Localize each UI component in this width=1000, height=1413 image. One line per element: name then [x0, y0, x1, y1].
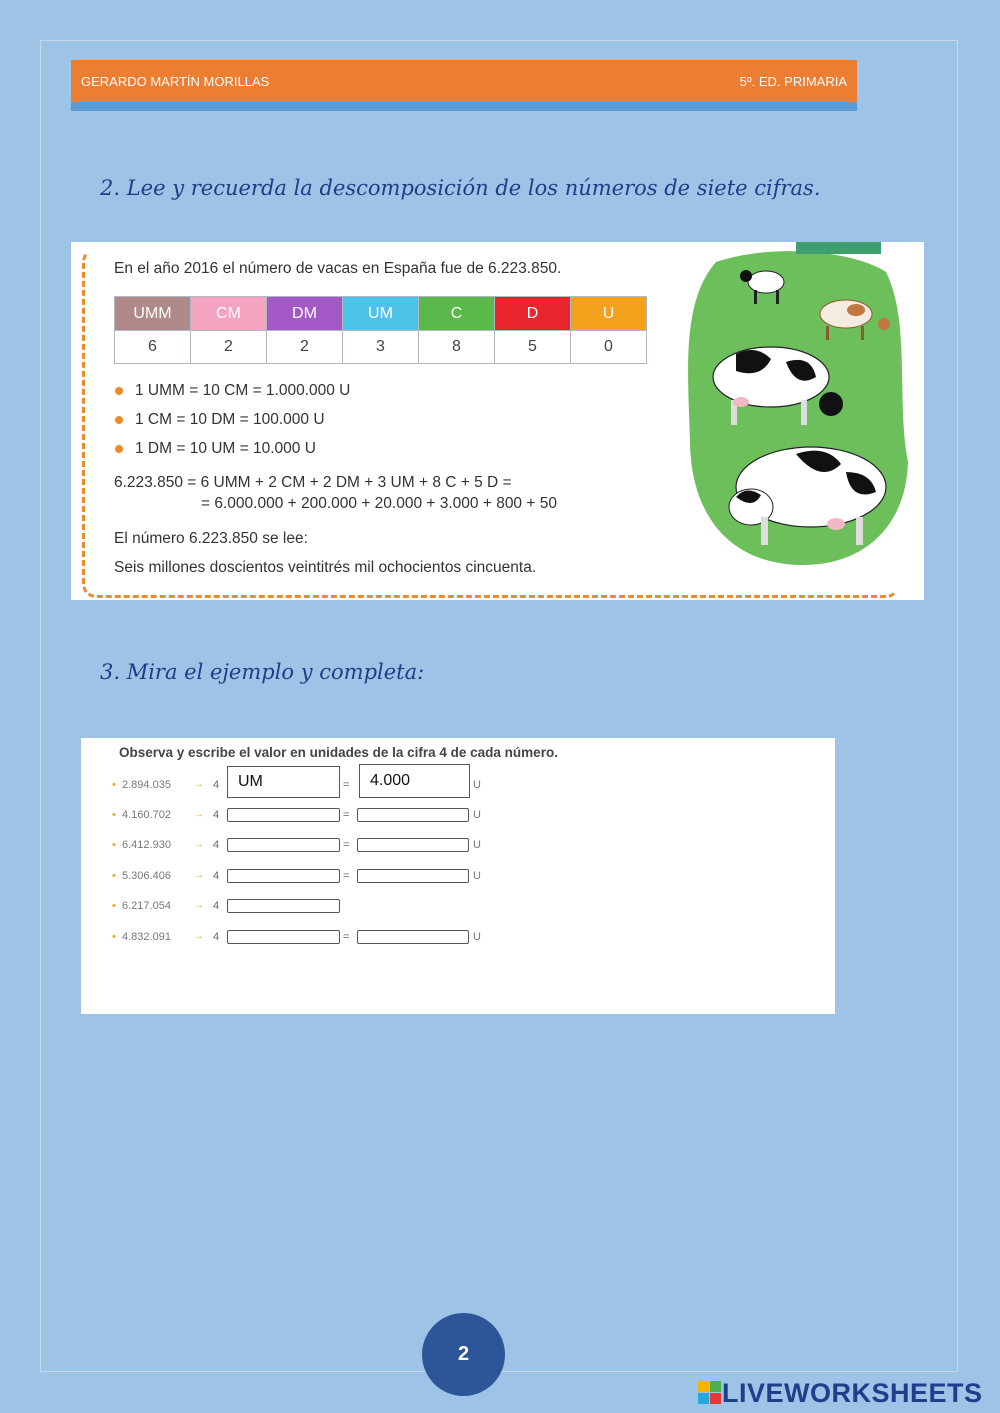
exercise-digit: 4 [213, 839, 220, 851]
row-bullet: • [112, 839, 116, 851]
place-header-umm: UMM [115, 297, 191, 331]
section-2-title: 2. Lee y recuerda la descomposición de los números de siete cifras. [100, 176, 821, 200]
unit-answer-field[interactable] [227, 930, 340, 944]
arrow-icon: → [194, 931, 204, 942]
unit-answer-field[interactable] [227, 869, 340, 883]
row-bullet: • [112, 870, 116, 882]
cows-intro-text: En el año 2016 el número de vacas en España fue de 6.223.850. [114, 260, 562, 277]
exercise-instruction: Observa y escribe el valor en unidades de la cifra 4 de cada número. [119, 745, 558, 760]
place-value-table [114, 296, 647, 364]
exercise-digit: 4 [213, 900, 220, 912]
exercise-number: 4.160.702 [122, 809, 171, 821]
unit-answer-field[interactable] [227, 808, 340, 822]
page-number: 2 [422, 1313, 505, 1396]
place-header-um: UM [343, 297, 419, 331]
place-digit-c: 8 [419, 331, 495, 364]
units-answer-field[interactable] [357, 808, 469, 822]
unit-answer-field[interactable] [227, 899, 340, 913]
bullet-dot [115, 416, 123, 424]
place-digit-d: 5 [495, 331, 571, 364]
arrow-icon: → [194, 779, 204, 790]
place-digit-cm: 2 [191, 331, 267, 364]
place-header-d: D [495, 297, 571, 331]
header-author: GERARDO MARTÍN MORILLAS [81, 73, 270, 89]
bullet-dot [115, 387, 123, 395]
exercise-number: 6.217.054 [122, 900, 171, 912]
exercise-digit: 4 [213, 870, 220, 882]
liveworksheets-logo [698, 1378, 983, 1408]
place-header-u: U [571, 297, 647, 331]
arrow-icon: → [194, 870, 204, 881]
units-suffix: U [473, 839, 481, 851]
exercise-number: 2.894.035 [122, 779, 171, 791]
exercise-number: 5.306.406 [122, 870, 171, 882]
row-bullet: • [112, 900, 116, 912]
section-3-title: 3. Mira el ejemplo y completa: [100, 660, 425, 684]
bullet-umm: 1 UMM = 10 CM = 1.000.000 U [115, 382, 350, 400]
row-bullet: • [112, 779, 116, 791]
arrow-icon: → [194, 809, 204, 820]
place-header-c: C [419, 297, 495, 331]
exercise-digit: 4 [213, 779, 220, 791]
exercise-digit: 4 [213, 809, 220, 821]
place-digit-umm: 6 [115, 331, 191, 364]
units-answer-field[interactable]: 4.000 [359, 764, 470, 798]
equals-sign: = [343, 839, 350, 851]
header-underline [71, 102, 857, 111]
cows-illustration [686, 242, 908, 572]
place-digit-u: 0 [571, 331, 647, 364]
units-suffix: U [473, 870, 481, 882]
page-frame [40, 40, 958, 1372]
decomposition-line-2: = 6.000.000 + 200.000 + 20.000 + 3.000 + 800 + 50 [201, 495, 557, 512]
equals-sign: = [343, 870, 350, 882]
arrow-icon: → [194, 900, 204, 911]
reading-text: Seis millones doscientos veintitrés mil ochocientos cincuenta. [114, 559, 537, 576]
bullet-dm: 1 DM = 10 UM = 10.000 U [115, 440, 316, 458]
exercise-digit: 4 [213, 931, 220, 943]
exercise-number: 6.412.930 [122, 839, 171, 851]
units-suffix: U [473, 931, 481, 943]
unit-answer-field[interactable] [227, 838, 340, 852]
equals-sign: = [343, 931, 350, 943]
units-answer-field[interactable] [357, 838, 469, 852]
reading-label: El número 6.223.850 se lee: [114, 530, 308, 547]
row-bullet: • [112, 809, 116, 821]
page-header [71, 60, 857, 102]
equals-sign: = [343, 779, 350, 791]
liveworksheets-brand: LIVEWORKSHEETS [722, 1377, 983, 1408]
liveworksheets-icon [698, 1381, 722, 1405]
units-suffix: U [473, 779, 481, 791]
bullet-cm: 1 CM = 10 DM = 100.000 U [115, 411, 325, 429]
place-digit-um: 3 [343, 331, 419, 364]
exercise-number: 4.832.091 [122, 931, 171, 943]
units-answer-field[interactable] [357, 930, 469, 944]
units-suffix: U [473, 809, 481, 821]
place-digit-dm: 2 [267, 331, 343, 364]
unit-answer-field[interactable]: UM [227, 766, 340, 798]
units-answer-field[interactable] [357, 869, 469, 883]
row-bullet: • [112, 931, 116, 943]
equals-sign: = [343, 809, 350, 821]
place-header-dm: DM [267, 297, 343, 331]
place-header-cm: CM [191, 297, 267, 331]
bullet-dot [115, 445, 123, 453]
decomposition-line-1: 6.223.850 = 6 UMM + 2 CM + 2 DM + 3 UM + 8 C + 5 D = [114, 474, 512, 491]
header-grade: 5º. ED. PRIMARIA [739, 73, 847, 89]
arrow-icon: → [194, 839, 204, 850]
